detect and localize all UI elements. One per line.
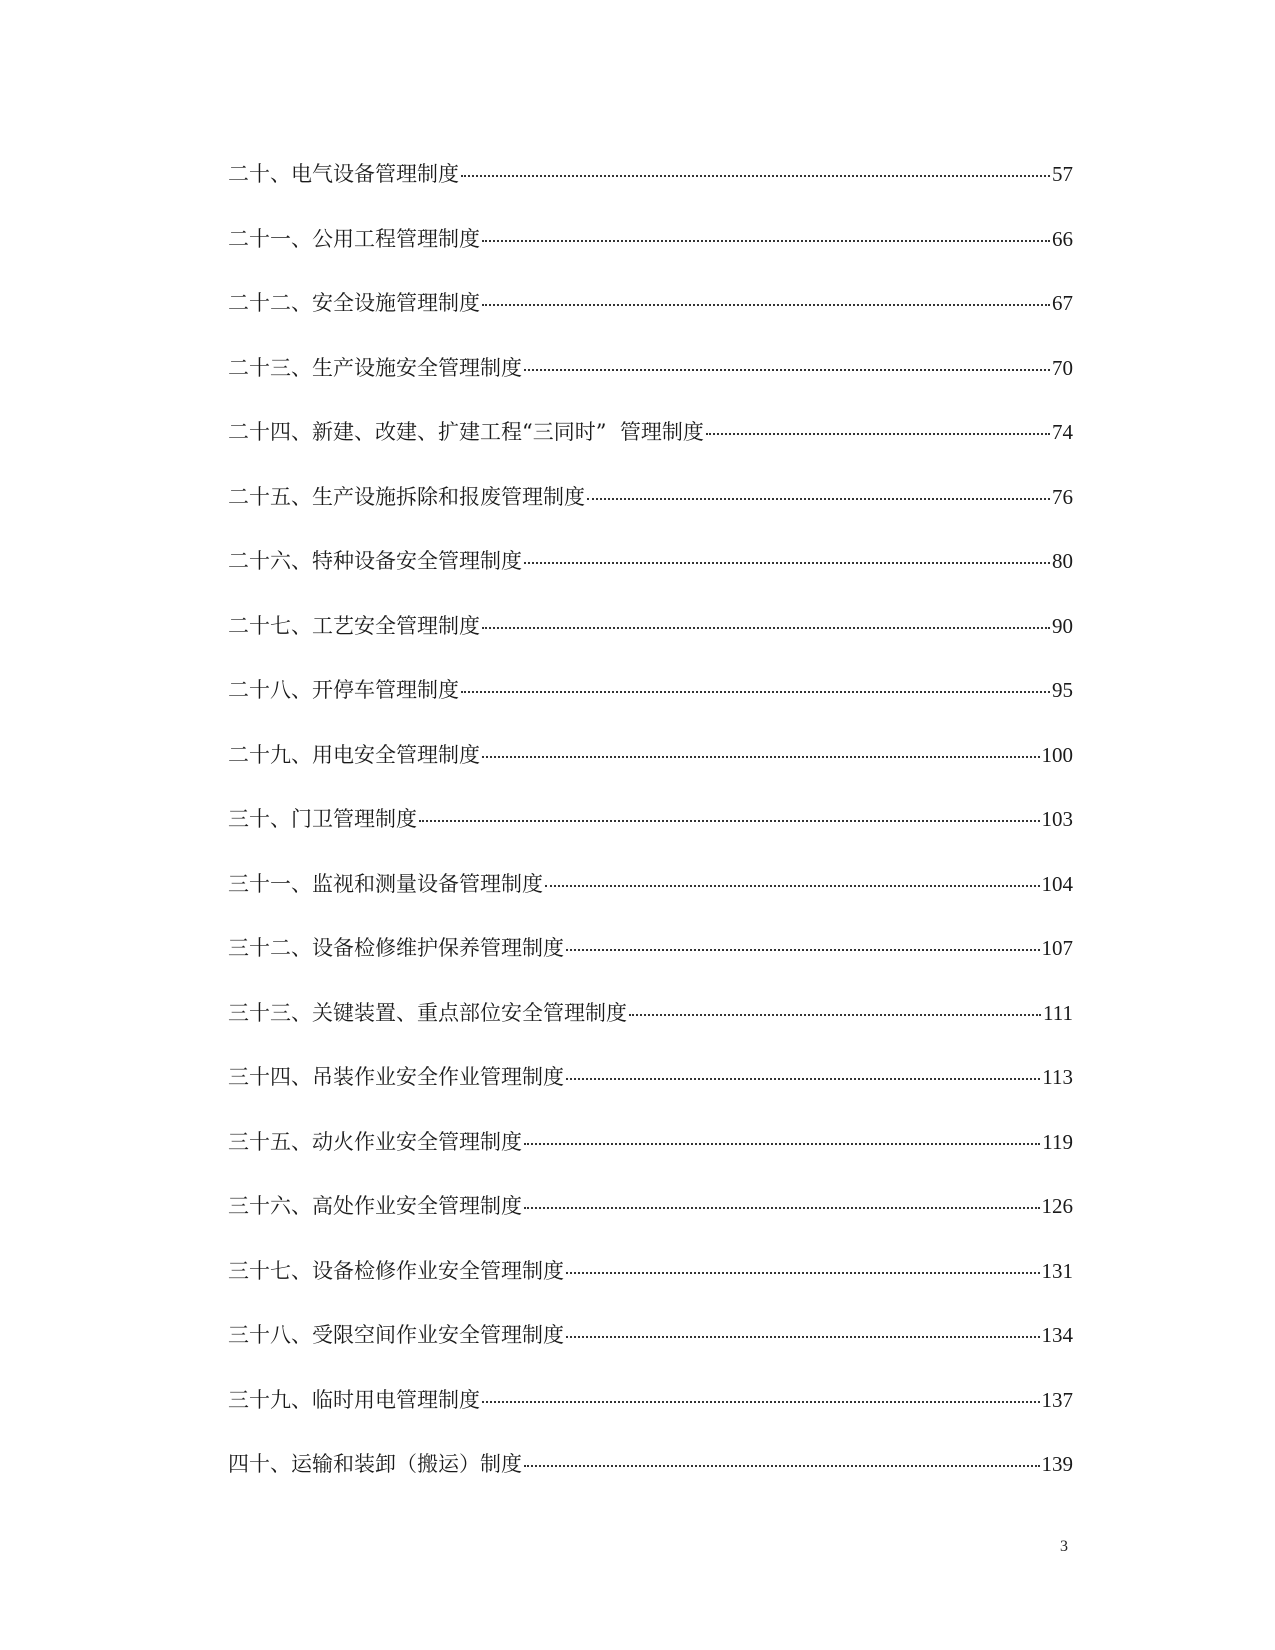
- toc-entry-page: 131: [1041, 1258, 1073, 1283]
- dot-leader: [419, 820, 1040, 822]
- toc-entry-page: 107: [1041, 936, 1073, 960]
- toc-entry-page: 139: [1041, 1452, 1073, 1476]
- toc-entry-page: 104: [1041, 871, 1073, 896]
- toc-entry-page: 119: [1042, 1129, 1073, 1154]
- toc-entry[interactable]: [228, 1317, 1073, 1382]
- toc-entry-title: 二十四、新建、改建、扩建工程“三同时” 管理制度: [228, 420, 704, 444]
- dot-leader: [461, 691, 1050, 693]
- dot-leader: [482, 627, 1050, 629]
- toc-entry-title: 二十五、生产设施拆除和报废管理制度: [228, 484, 585, 509]
- toc-entry-page: 103: [1041, 807, 1073, 831]
- toc-entry[interactable]: [228, 414, 1073, 479]
- toc-entry-page: 137: [1041, 1387, 1073, 1412]
- toc-entry[interactable]: [228, 479, 1073, 544]
- toc-entry-title: 三十、门卫管理制度: [228, 807, 417, 831]
- dot-leader: [706, 433, 1050, 435]
- toc-entry-page: 126: [1041, 1194, 1073, 1218]
- toc-entry-title: 二十九、用电安全管理制度: [228, 742, 480, 767]
- toc-entry-title: 四十、运输和装卸（搬运）制度: [228, 1452, 522, 1476]
- toc-entry-title: 三十九、临时用电管理制度: [228, 1387, 480, 1412]
- toc-entry-title: 二十七、工艺安全管理制度: [228, 613, 480, 638]
- toc-entry-title: 二十二、安全设施管理制度: [228, 291, 480, 315]
- dot-leader: [482, 240, 1050, 242]
- toc-entry-page: 113: [1042, 1065, 1073, 1089]
- dot-leader: [545, 885, 1040, 887]
- toc-entry[interactable]: [228, 350, 1073, 415]
- toc-entry-page: 70: [1052, 355, 1073, 380]
- toc-entry[interactable]: [228, 285, 1073, 350]
- toc-entry-title: 三十一、监视和测量设备管理制度: [228, 871, 543, 896]
- toc-entry[interactable]: [228, 995, 1073, 1060]
- toc-entry[interactable]: [228, 608, 1073, 673]
- toc-entry-title: 三十六、高处作业安全管理制度: [228, 1194, 522, 1218]
- toc-entry-title: 二十一、公用工程管理制度: [228, 226, 480, 251]
- dot-leader: [524, 1207, 1040, 1209]
- toc-entry-title: 二十、电气设备管理制度: [228, 162, 459, 186]
- toc-entry-title: 三十五、动火作业安全管理制度: [228, 1129, 522, 1154]
- toc-entry-title: 三十八、受限空间作业安全管理制度: [228, 1323, 564, 1347]
- dot-leader: [566, 1336, 1040, 1338]
- toc-entry[interactable]: [228, 221, 1073, 286]
- toc-entry[interactable]: [228, 1124, 1073, 1189]
- toc-entry-title: 三十三、关键装置、重点部位安全管理制度: [228, 1000, 627, 1025]
- toc-entry[interactable]: [228, 801, 1073, 866]
- toc-entry-page: 74: [1052, 420, 1073, 444]
- dot-leader: [461, 175, 1050, 177]
- toc-entry[interactable]: [228, 672, 1073, 737]
- dot-leader: [482, 756, 1040, 758]
- toc-entry-title: 三十七、设备检修作业安全管理制度: [228, 1258, 564, 1283]
- page-number: 3: [1060, 1538, 1068, 1555]
- toc-entry-page: 80: [1052, 549, 1073, 573]
- toc-entry-page: 90: [1052, 613, 1073, 638]
- dot-leader: [566, 1078, 1040, 1080]
- toc-entry-page: 134: [1041, 1323, 1073, 1347]
- dot-leader: [566, 949, 1040, 951]
- toc-entry[interactable]: [228, 1382, 1073, 1447]
- toc-entry[interactable]: [228, 866, 1073, 931]
- toc-entry-page: 67: [1052, 291, 1073, 315]
- toc-entry[interactable]: [228, 1253, 1073, 1318]
- dot-leader: [629, 1014, 1041, 1016]
- toc-entry-title: 二十六、特种设备安全管理制度: [228, 549, 522, 573]
- dot-leader: [482, 1401, 1040, 1403]
- toc-entry-page: 95: [1052, 678, 1073, 702]
- toc-entry-page: 76: [1052, 484, 1073, 509]
- toc-entry[interactable]: [228, 1059, 1073, 1124]
- toc-entry[interactable]: [228, 543, 1073, 608]
- toc-entry[interactable]: [228, 156, 1073, 221]
- toc-entry-title: 二十三、生产设施安全管理制度: [228, 355, 522, 380]
- toc-entry[interactable]: [228, 737, 1073, 802]
- toc-entry-page: 100: [1041, 742, 1073, 767]
- dot-leader: [587, 498, 1050, 500]
- dot-leader: [524, 1465, 1040, 1467]
- dot-leader: [482, 304, 1050, 306]
- dot-leader: [566, 1272, 1040, 1274]
- table-of-contents: [228, 156, 1073, 1511]
- dot-leader: [524, 562, 1050, 564]
- toc-entry-title: 三十二、设备检修维护保养管理制度: [228, 936, 564, 960]
- toc-entry-page: 111: [1043, 1000, 1073, 1025]
- toc-entry-title: 二十八、开停车管理制度: [228, 678, 459, 702]
- toc-entry-title: 三十四、吊装作业安全作业管理制度: [228, 1065, 564, 1089]
- toc-entry-page: 57: [1052, 162, 1073, 186]
- toc-entry-page: 66: [1052, 226, 1073, 251]
- toc-entry[interactable]: [228, 930, 1073, 995]
- dot-leader: [524, 1143, 1040, 1145]
- dot-leader: [524, 369, 1050, 371]
- toc-entry[interactable]: [228, 1446, 1073, 1511]
- toc-entry[interactable]: [228, 1188, 1073, 1253]
